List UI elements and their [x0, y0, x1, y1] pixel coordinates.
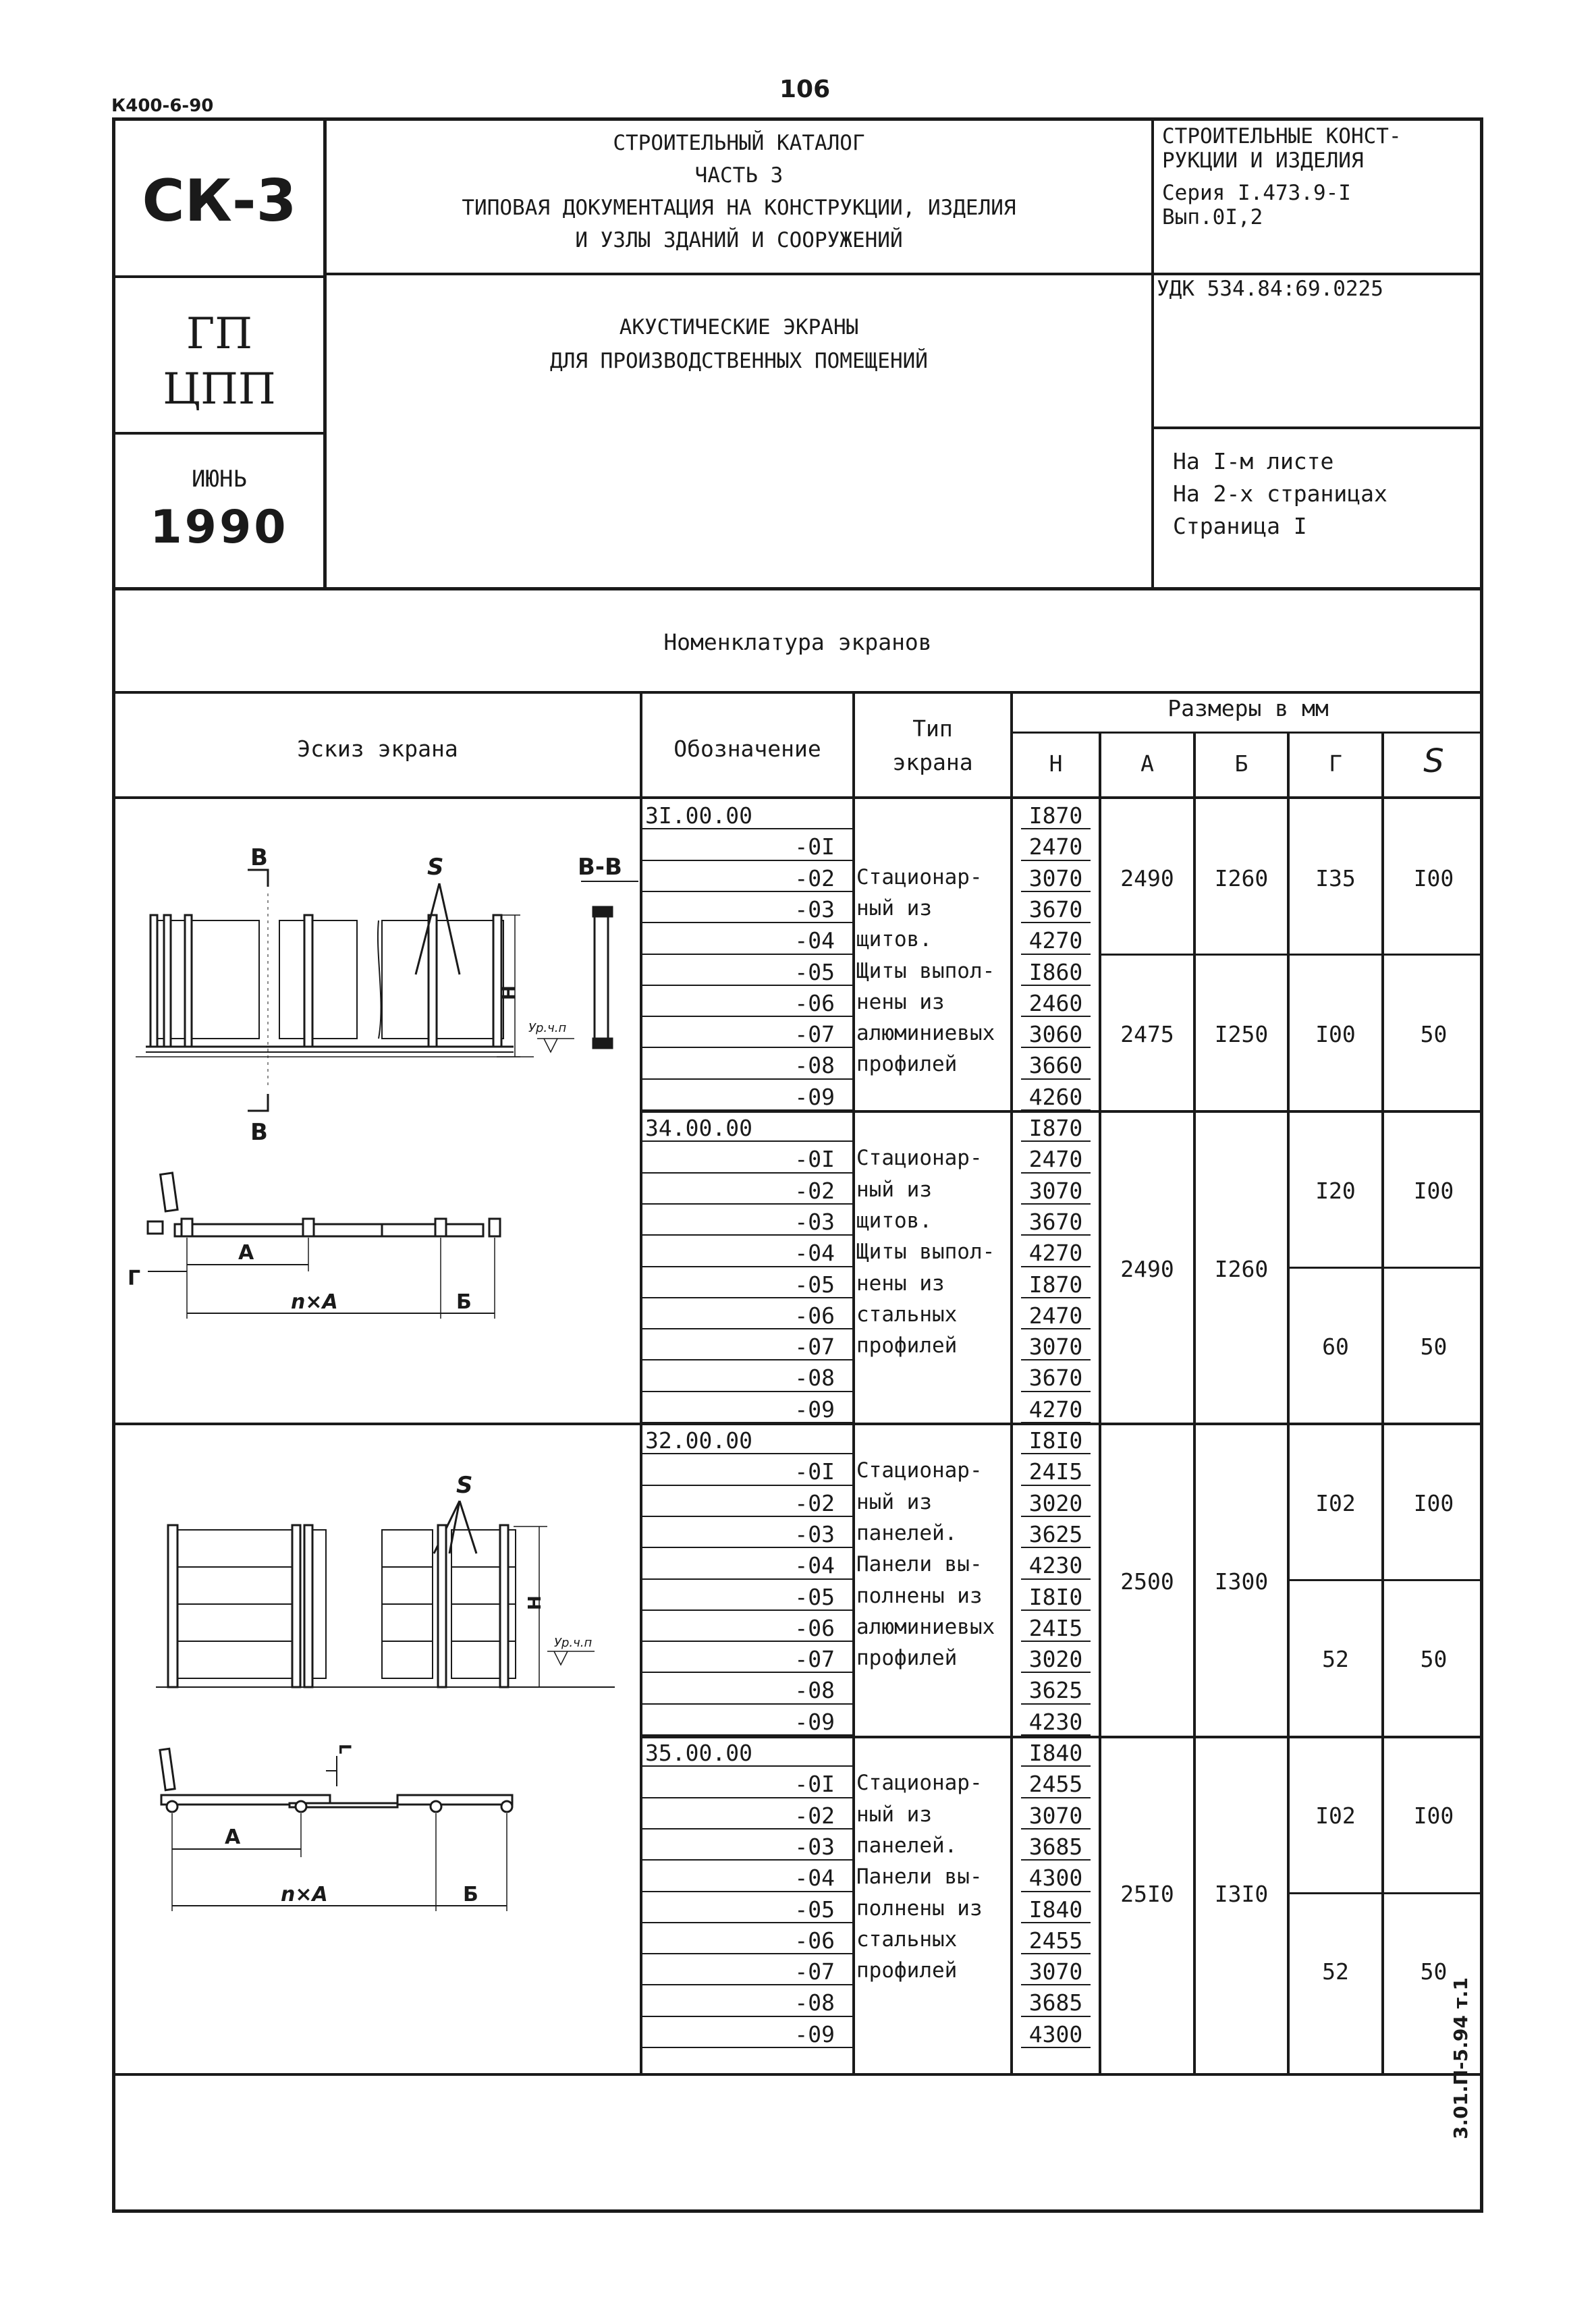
designation-main: 3I.00.00	[645, 802, 752, 829]
cell-a: 2490	[1120, 1255, 1174, 1282]
label-s-1: S	[427, 854, 444, 881]
type-text: стальных	[856, 1927, 958, 1952]
designation-suffix: -0I	[794, 1146, 835, 1173]
table-caption: Номенклатура экранов	[663, 629, 932, 655]
type-text: Панели вы-	[856, 1865, 983, 1890]
cell-b: I3I0	[1214, 1880, 1269, 1907]
designation-suffix: -03	[794, 1208, 835, 1235]
designation-suffix: -05	[794, 958, 835, 985]
cell-h: 3020	[1028, 1489, 1083, 1516]
cell-s: 50	[1420, 1646, 1448, 1673]
type-text: Стационар-	[856, 864, 983, 889]
sheet-line-3: Страница I	[1173, 513, 1307, 539]
title-line-2: ДЛЯ ПРОИЗВОДСТВЕННЫХ ПОМЕЩЕНИЙ	[550, 349, 928, 373]
catalog-line-4: И УЗЛЫ ЗДАНИЙ И СООРУЖЕНИЙ	[575, 228, 903, 252]
label-h-1: Н	[499, 985, 520, 1000]
type-text: алюминиевых	[856, 1021, 995, 1046]
series-line-1: СТРОИТЕЛЬНЫЕ КОНСТ-	[1162, 124, 1402, 148]
cell-h: 2455	[1028, 1771, 1083, 1798]
sketch-aluminium-panels	[115, 799, 639, 1423]
type-text: панелей.	[856, 1833, 958, 1858]
cell-h: 3670	[1028, 1365, 1083, 1392]
cell-h: 2470	[1028, 1302, 1083, 1329]
designation-suffix: -06	[794, 989, 835, 1016]
side-code: 3.01.П-5.94 т.1	[1450, 1977, 1472, 2139]
udk: УДК 534.84:69.0225	[1157, 277, 1383, 301]
designation-suffix: -07	[794, 1646, 835, 1673]
cell-h: 3625	[1028, 1520, 1083, 1547]
cell-s: I00	[1413, 1177, 1454, 1204]
cell-h: I860	[1028, 958, 1083, 985]
type-text: щитов.	[856, 927, 932, 952]
cell-g: 52	[1322, 1646, 1349, 1673]
designation-suffix: -08	[794, 1989, 835, 2016]
cell-s: 50	[1420, 1333, 1448, 1360]
designation-suffix: -08	[794, 1365, 835, 1392]
cell-h: 4270	[1028, 1240, 1083, 1267]
type-text: ный из	[856, 1802, 932, 1827]
cell-s: I00	[1413, 1802, 1454, 1829]
cell-s: 50	[1420, 1021, 1448, 1048]
col-header-h: Н	[1049, 750, 1063, 777]
type-text: панелей.	[856, 1520, 958, 1545]
designation-suffix: -05	[794, 1271, 835, 1298]
designation-suffix: -04	[794, 927, 835, 954]
catalog-line-1: СТРОИТЕЛЬНЫЙ КАТАЛОГ	[613, 131, 865, 155]
type-header-line-2: экрана	[892, 749, 973, 775]
cell-g: I02	[1315, 1802, 1356, 1829]
sketch-steel-panels	[115, 1425, 639, 2073]
designation-suffix: -0I	[794, 833, 835, 860]
stamp-month: ИЮНЬ	[192, 466, 247, 493]
cell-g: 60	[1322, 1333, 1349, 1360]
cell-h: 2470	[1028, 1146, 1083, 1173]
col-header-a: А	[1140, 750, 1154, 777]
cell-h: 3070	[1028, 1958, 1083, 1985]
sheet-info	[1173, 445, 1387, 543]
type-text: Щиты выпол-	[856, 958, 995, 983]
designation-suffix: -05	[794, 1896, 835, 1923]
type-text: нены из	[856, 989, 945, 1014]
designation-suffix: -0I	[794, 1771, 835, 1798]
col-header-g: Г	[1329, 750, 1342, 777]
series-line-2: РУКЦИИ И ИЗДЕЛИЯ	[1162, 148, 1364, 173]
type-text: профилей	[856, 1333, 958, 1358]
stamp-year: 1990	[150, 501, 289, 554]
cell-h: 3670	[1028, 1208, 1083, 1235]
type-text: Стационар-	[856, 1458, 983, 1483]
cell-h: I840	[1028, 1896, 1083, 1923]
cell-h: 3070	[1028, 1333, 1083, 1360]
designation-suffix: -02	[794, 1802, 835, 1829]
designation-main: 32.00.00	[645, 1427, 752, 1454]
designation-suffix: -04	[794, 1240, 835, 1267]
label-nxa-1: n×А	[291, 1290, 338, 1314]
stamp-org-2: ЦПП	[163, 364, 276, 414]
col-header-sketch: Эскиз экрана	[297, 736, 458, 762]
section-mark-bottom: В	[250, 1119, 268, 1146]
type-text: ный из	[856, 896, 932, 920]
type-text: Стационар-	[856, 1771, 983, 1796]
col-header-designation: Обозначение	[673, 736, 821, 762]
series-line-3: Серия I.473.9-I	[1162, 181, 1351, 205]
label-nxa-2: n×А	[281, 1883, 328, 1906]
cell-h: 4270	[1028, 1396, 1083, 1423]
cell-h: 3685	[1028, 1989, 1083, 2016]
col-header-sizes: Размеры в мм	[1167, 695, 1329, 721]
frame-top	[113, 117, 1483, 121]
designation-suffix: -06	[794, 1302, 835, 1329]
cell-g: I02	[1315, 1489, 1356, 1516]
cell-h: 3070	[1028, 1802, 1083, 1829]
designation-suffix: -09	[794, 1396, 835, 1423]
cell-h: 3070	[1028, 1177, 1083, 1204]
cell-h: 4230	[1028, 1552, 1083, 1579]
cell-h: 4270	[1028, 927, 1083, 954]
cell-s: I00	[1413, 864, 1454, 891]
designation-suffix: -04	[794, 1552, 835, 1579]
type-text: профилей	[856, 1646, 958, 1671]
type-text: полнены из	[856, 1896, 983, 1921]
col-header-s: S	[1423, 742, 1444, 780]
cell-h: 4300	[1028, 2020, 1083, 2047]
cell-h: I870	[1028, 802, 1083, 829]
cell-s: 50	[1420, 1958, 1448, 1985]
cell-a: 25I0	[1120, 1880, 1174, 1907]
designation-suffix: -06	[794, 1614, 835, 1641]
type-text: Панели вы-	[856, 1552, 983, 1577]
cell-h: 4300	[1028, 1865, 1083, 1892]
label-b-2: Б	[463, 1883, 478, 1906]
designation-suffix: -07	[794, 1333, 835, 1360]
type-header-line-1: Тип	[912, 715, 953, 742]
type-text: профилей	[856, 1052, 958, 1077]
cell-h: 2455	[1028, 1927, 1083, 1954]
frame-right	[1480, 117, 1483, 2213]
label-a-2: А	[225, 1825, 241, 1849]
title-line-1: АКУСТИЧЕСКИЕ ЭКРАНЫ	[619, 315, 859, 339]
cell-h: I840	[1028, 1740, 1083, 1766]
cell-h: 2470	[1028, 833, 1083, 860]
designation-main: 34.00.00	[645, 1115, 752, 1141]
cell-g: I35	[1315, 864, 1356, 891]
col-header-b: Б	[1234, 750, 1248, 777]
designation-suffix: -08	[794, 1677, 835, 1704]
cell-h: I870	[1028, 1271, 1083, 1298]
type-text: ный из	[856, 1489, 932, 1514]
designation-suffix: -06	[794, 1927, 835, 1954]
label-floor-1: Ур.ч.п	[528, 1021, 567, 1035]
cell-b: I260	[1214, 864, 1269, 891]
label-b-1: Б	[456, 1290, 472, 1314]
cell-s: I00	[1413, 1489, 1454, 1516]
designation-suffix: -09	[794, 1083, 835, 1110]
section-mark-top: В	[250, 844, 268, 871]
designation-suffix: -03	[794, 1520, 835, 1547]
cell-a: 2475	[1120, 1021, 1174, 1048]
designation-main: 35.00.00	[645, 1740, 752, 1766]
designation-suffix: -0I	[794, 1458, 835, 1485]
cell-b: I300	[1214, 1568, 1269, 1595]
sheet-line-1: На I-м листе	[1173, 448, 1334, 474]
designation-suffix: -02	[794, 1177, 835, 1204]
designation-suffix: -07	[794, 1958, 835, 1985]
stamp-code: СК-3	[142, 167, 297, 235]
cell-b: I260	[1214, 1255, 1269, 1282]
cell-g: 52	[1322, 1958, 1349, 1985]
cell-h: 4230	[1028, 1708, 1083, 1735]
cell-h: 2460	[1028, 989, 1083, 1016]
cell-h: I8I0	[1028, 1427, 1083, 1454]
cell-h: 24I5	[1028, 1458, 1083, 1485]
type-text: Щиты выпол-	[856, 1240, 995, 1265]
designation-suffix: -03	[794, 1833, 835, 1860]
designation-suffix: -09	[794, 1708, 835, 1735]
doc-code: К400-6-90	[111, 96, 214, 116]
catalog-line-3: ТИПОВАЯ ДОКУМЕНТАЦИЯ НА КОНСТРУКЦИИ, ИЗДЕЛИЯ	[462, 196, 1016, 220]
type-text: Стационар-	[856, 1146, 983, 1171]
catalog-line-2: ЧАСТЬ 3	[694, 163, 783, 188]
cell-h: 4260	[1028, 1083, 1083, 1110]
section-label: В-В	[578, 854, 622, 881]
label-l-2: L	[335, 1744, 354, 1755]
designation-suffix: -02	[794, 1489, 835, 1516]
type-text: профилей	[856, 1958, 958, 1983]
label-h-2: Н	[525, 1595, 545, 1610]
cell-a: 2490	[1120, 864, 1174, 891]
type-text: нены из	[856, 1271, 945, 1296]
cell-h: 24I5	[1028, 1614, 1083, 1641]
designation-suffix: -07	[794, 1021, 835, 1048]
cell-h: 3060	[1028, 1021, 1083, 1048]
stamp-org-1: ГП	[186, 309, 253, 359]
type-text: стальных	[856, 1302, 958, 1327]
cell-h: I8I0	[1028, 1583, 1083, 1610]
designation-suffix: -08	[794, 1052, 835, 1079]
cell-h: 3670	[1028, 896, 1083, 923]
cell-g: I20	[1315, 1177, 1356, 1204]
type-text: щитов.	[856, 1208, 932, 1233]
designation-suffix: -04	[794, 1865, 835, 1892]
label-g-1: Г	[128, 1267, 141, 1290]
sheet-line-2: На 2-х страницах	[1173, 480, 1387, 507]
type-text: полнены из	[856, 1583, 983, 1608]
type-text: алюминиевых	[856, 1614, 995, 1639]
cell-h: 3070	[1028, 864, 1083, 891]
col-header-type	[855, 712, 1010, 779]
label-floor-2: Ур.ч.п	[554, 1636, 593, 1650]
frame-bottom	[112, 2209, 1483, 2213]
series-block	[1162, 124, 1402, 229]
page-number: 106	[779, 76, 831, 103]
label-s-2: S	[456, 1472, 473, 1499]
designation-suffix: -05	[794, 1583, 835, 1610]
cell-h: 3020	[1028, 1646, 1083, 1673]
cell-h: 3625	[1028, 1677, 1083, 1704]
document-title	[327, 310, 1151, 378]
series-line-4: Вып.0I,2	[1162, 205, 1263, 229]
designation-suffix: -02	[794, 864, 835, 891]
cell-g: I00	[1315, 1021, 1356, 1048]
cell-b: I250	[1214, 1021, 1269, 1048]
catalog-heading	[327, 127, 1151, 256]
label-a-1: А	[238, 1241, 254, 1265]
cell-h: 3685	[1028, 1833, 1083, 1860]
designation-suffix: -03	[794, 896, 835, 923]
cell-h: I870	[1028, 1115, 1083, 1141]
designation-suffix: -09	[794, 2020, 835, 2047]
type-text: ный из	[856, 1177, 932, 1202]
cell-a: 2500	[1120, 1568, 1174, 1595]
cell-h: 3660	[1028, 1052, 1083, 1079]
